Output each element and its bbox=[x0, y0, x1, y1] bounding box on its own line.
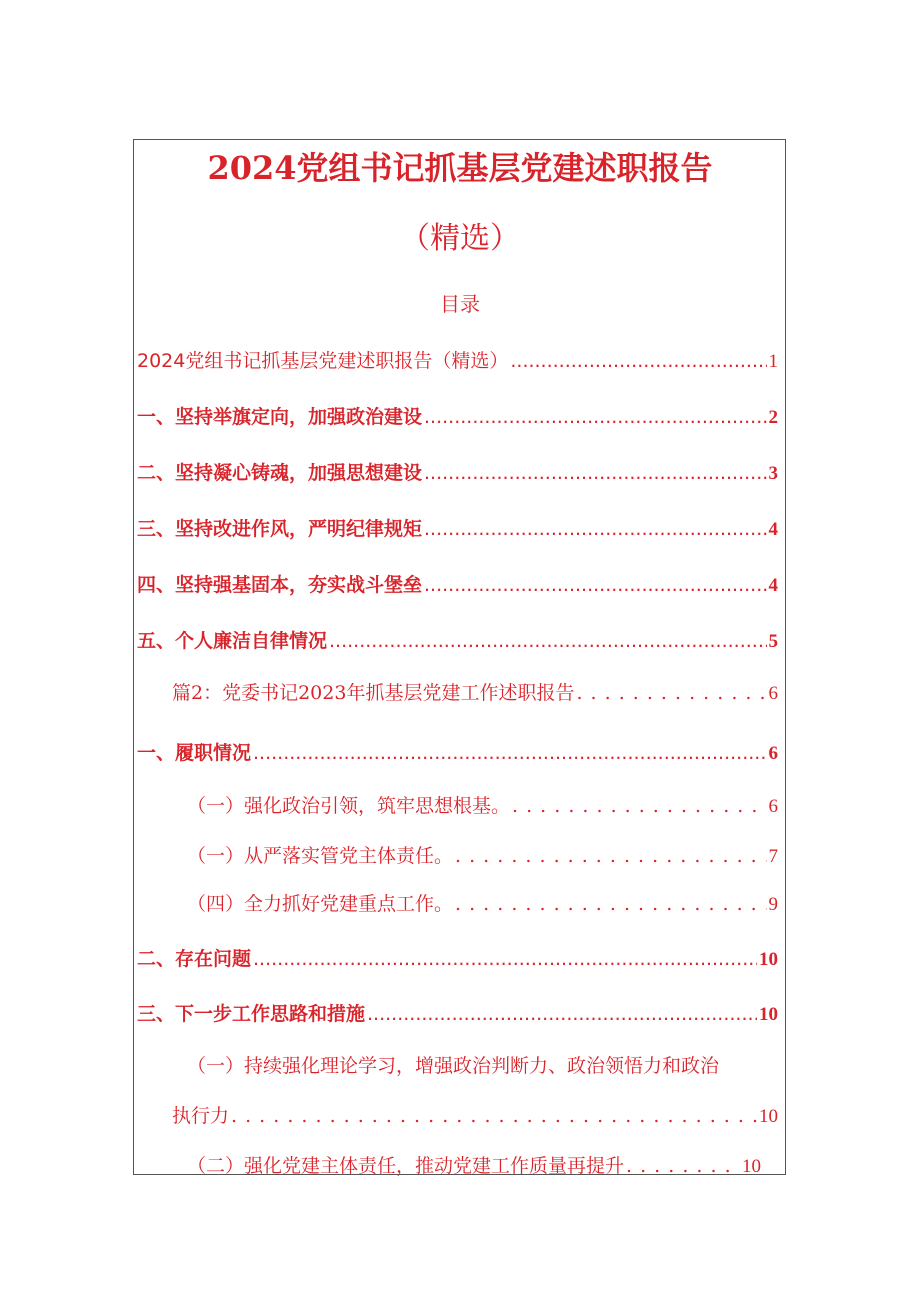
toc-entry-label: 一、坚持举旗定向，加强政治建设 bbox=[137, 406, 423, 428]
toc-heading: 目录 bbox=[440, 292, 480, 316]
toc-entry[interactable] bbox=[137, 626, 778, 653]
toc-entry-label: 二、存在问题 bbox=[137, 948, 252, 970]
toc-leader-dots bbox=[576, 682, 766, 704]
toc-leader-dots bbox=[231, 1105, 757, 1127]
toc-entry[interactable] bbox=[187, 791, 778, 818]
toc-entry-label: （二）强化党建主体责任，推动党建工作质量再提升 bbox=[187, 1155, 625, 1177]
toc-leader-dots bbox=[424, 406, 766, 428]
toc-leader-dots bbox=[510, 350, 766, 372]
document-title: 2024党组书记抓基层党建述职报告 bbox=[207, 149, 713, 187]
toc-entry-label: 三、坚持改进作风，严明纪律规矩 bbox=[137, 518, 423, 540]
toc-entry[interactable] bbox=[137, 944, 778, 971]
toc-leader-dots bbox=[512, 795, 766, 817]
toc-entry-label: 2024党组书记抓基层党建述职报告（精选） bbox=[137, 350, 509, 372]
toc-entry-page: 9 bbox=[768, 894, 778, 915]
toc-entry-label[interactable]: （一）持续强化理论学习，增强政治判断力、政治领悟力和政治 bbox=[187, 1055, 720, 1077]
toc-leader-dots bbox=[424, 462, 766, 484]
toc-leader-dots bbox=[455, 845, 766, 867]
toc-entry-label: （一）强化政治引领，筑牢思想根基。 bbox=[187, 795, 511, 817]
toc-entry-page: 4 bbox=[768, 519, 778, 540]
toc-entry[interactable] bbox=[137, 999, 778, 1026]
toc-entry-label: 篇2：党委书记2023年抓基层党建工作述职报告 bbox=[172, 682, 575, 704]
toc-entry-label: 五、个人廉洁自律情况 bbox=[137, 630, 328, 652]
toc-entry[interactable] bbox=[187, 1151, 761, 1178]
toc-entry-page: 10 bbox=[742, 1156, 761, 1177]
toc-entry-page: 1 bbox=[768, 351, 778, 372]
toc-leader-dots bbox=[253, 742, 766, 764]
toc-entry[interactable] bbox=[137, 738, 778, 765]
toc-entry[interactable] bbox=[187, 841, 778, 868]
toc-entry-page: 2 bbox=[768, 407, 778, 428]
toc-entry[interactable] bbox=[172, 678, 778, 705]
toc-entry-label: 执行力 bbox=[172, 1105, 230, 1127]
toc-entry[interactable] bbox=[137, 402, 778, 429]
toc-entry-page: 10 bbox=[759, 949, 778, 970]
toc-entry[interactable] bbox=[137, 570, 778, 597]
toc-entry[interactable] bbox=[137, 514, 778, 541]
toc-leader-dots bbox=[424, 574, 766, 596]
toc-leader-dots bbox=[455, 893, 766, 915]
toc-leader-dots bbox=[626, 1155, 740, 1177]
toc-entry-label: （一）从严落实管党主体责任。 bbox=[187, 845, 454, 867]
toc-leader-dots bbox=[329, 630, 766, 652]
toc-entry-page: 6 bbox=[768, 796, 778, 817]
toc-entry-label: （四）全力抓好党建重点工作。 bbox=[187, 893, 454, 915]
toc-entry-page: 6 bbox=[768, 683, 778, 704]
toc-entry-label: 四、坚持强基固本，夯实战斗堡垒 bbox=[137, 574, 423, 596]
toc-entry-label: 三、下一步工作思路和措施 bbox=[137, 1003, 366, 1025]
toc-entry-label: 二、坚持凝心铸魂，加强思想建设 bbox=[137, 462, 423, 484]
toc-entry-page: 4 bbox=[768, 575, 778, 596]
toc-entry[interactable] bbox=[137, 346, 778, 373]
toc-entry[interactable] bbox=[172, 1101, 778, 1128]
toc-entry[interactable] bbox=[137, 458, 778, 485]
toc-entry-page: 7 bbox=[768, 846, 778, 867]
toc-entry[interactable] bbox=[187, 889, 778, 916]
toc-entry-page: 10 bbox=[759, 1106, 778, 1127]
toc-entry-page: 5 bbox=[768, 631, 778, 652]
toc-entry-label: 一、履职情况 bbox=[137, 742, 252, 764]
toc-entry-page: 6 bbox=[768, 743, 778, 764]
document-subtitle: （精选） bbox=[400, 221, 520, 256]
toc-leader-dots bbox=[253, 948, 757, 970]
toc-leader-dots bbox=[367, 1003, 757, 1025]
toc-entry-page: 10 bbox=[759, 1004, 778, 1025]
toc-entry-page: 3 bbox=[768, 463, 778, 484]
toc-leader-dots bbox=[424, 518, 766, 540]
